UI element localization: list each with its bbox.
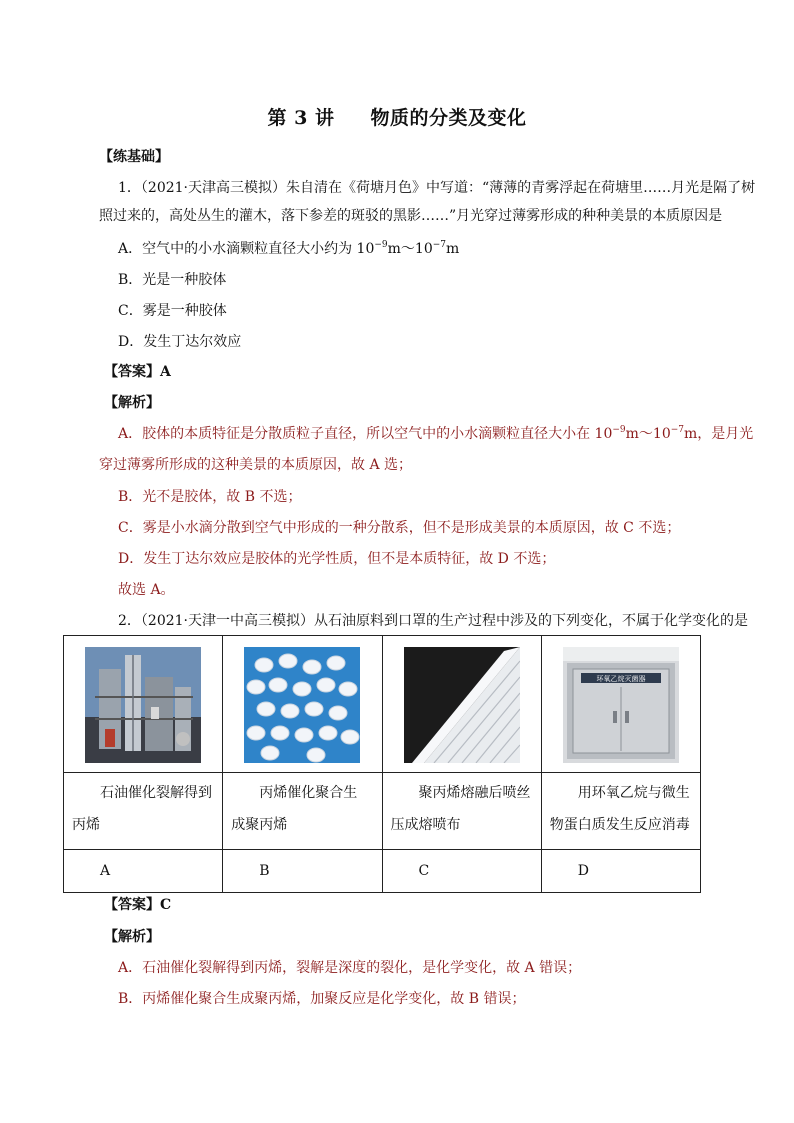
q1-conclusion: 故选 A。 bbox=[118, 582, 175, 598]
cell-label-a: A bbox=[64, 850, 223, 893]
q2-stem: 2．（2021·天津一中高三模拟）从石油原料到口罩的生产过程中涉及的下列变化，不属于化学变化的是 bbox=[118, 613, 748, 629]
q2-answer: 【答案】C bbox=[104, 897, 172, 913]
q1-answer: 【答案】A bbox=[104, 364, 171, 380]
section-heading: 【练基础】 bbox=[99, 149, 169, 165]
cell-image-b bbox=[223, 636, 382, 773]
cell-label-b: B bbox=[223, 850, 382, 893]
q2-explain-b: B．丙烯催化聚合生成聚丙烯，加聚反应是化学变化，故 B 错误； bbox=[118, 991, 526, 1007]
cell-desc-d: 用环氧乙烷与微生 物蛋白质发生反应消毒 bbox=[541, 773, 700, 850]
q1-analysis-label: 【解析】 bbox=[104, 395, 160, 411]
q1-option-c: C．雾是一种胶体 bbox=[118, 303, 227, 319]
cell-desc-c: 聚丙烯熔融后喷丝 压成熔喷布 bbox=[382, 773, 541, 850]
q2-explain-a: A．石油催化裂解得到丙烯，裂解是深度的裂化，是化学变化，故 A 错误； bbox=[118, 960, 582, 976]
cell-image-a bbox=[64, 636, 223, 773]
q1-stem-line1: 1．（2021·天津高三模拟）朱自清在《荷塘月色》中写道：“薄薄的青雾浮起在荷塘里……月光是隔了树 bbox=[118, 180, 756, 196]
lecture-number: 第 3 讲 bbox=[267, 107, 335, 129]
cell-image-d bbox=[541, 636, 700, 773]
cell-label-c: C bbox=[382, 850, 541, 893]
pellets-image bbox=[244, 647, 360, 763]
cell-image-c bbox=[382, 636, 541, 773]
q1-stem-line2: 照过来的，高处丛生的灌木，落下参差的斑驳的黑影……”月光穿过薄雾形成的种种美景的本质原因是 bbox=[99, 208, 723, 224]
q1-explain-d: D．发生丁达尔效应是胶体的光学性质，但不是本质特征，故 D 不选； bbox=[118, 551, 556, 567]
q1-explain-a: A．胶体的本质特征是分散质粒子直径，所以空气中的小水滴颗粒直径大小在 $10^{-9}m\sim 10^{-7}m$，是月光 bbox=[118, 425, 754, 442]
sterilizer-cabinet-image bbox=[563, 647, 679, 763]
cell-desc-b: 丙烯催化聚合生 成聚丙烯 bbox=[223, 773, 382, 850]
q2-analysis-label: 【解析】 bbox=[104, 929, 160, 945]
q1-explain-a-cont: 穿过薄雾所形成的这种美景的本质原因，故 A 选； bbox=[99, 457, 413, 473]
lecture-topic: 物质的分类及变化 bbox=[370, 107, 527, 129]
page-title bbox=[0, 103, 794, 130]
q1-option-a: A．空气中的小水滴颗粒直径大小约为 $10^{-9}m\sim 10^{-7}m$ bbox=[118, 240, 460, 257]
cell-label-d: D bbox=[541, 850, 700, 893]
cell-desc-a: 石油催化裂解得到 丙烯 bbox=[64, 773, 223, 850]
q1-explain-c: C．雾是小水滴分散到空气中形成的一种分散系，但不是形成美景的本质原因，故 C 不选； bbox=[118, 520, 681, 536]
svg-text:环氧乙烷灭菌器: 环氧乙烷灭菌器 bbox=[596, 675, 646, 683]
q1-explain-b: B．光不是胶体，故 B 不选； bbox=[118, 489, 302, 505]
meltblown-fabric-image bbox=[404, 647, 520, 763]
q1-option-b: B．光是一种胶体 bbox=[118, 272, 227, 288]
refinery-tower-image bbox=[85, 647, 201, 763]
q1-option-d: D．发生丁达尔效应 bbox=[118, 334, 242, 350]
q2-options-table bbox=[63, 635, 701, 893]
